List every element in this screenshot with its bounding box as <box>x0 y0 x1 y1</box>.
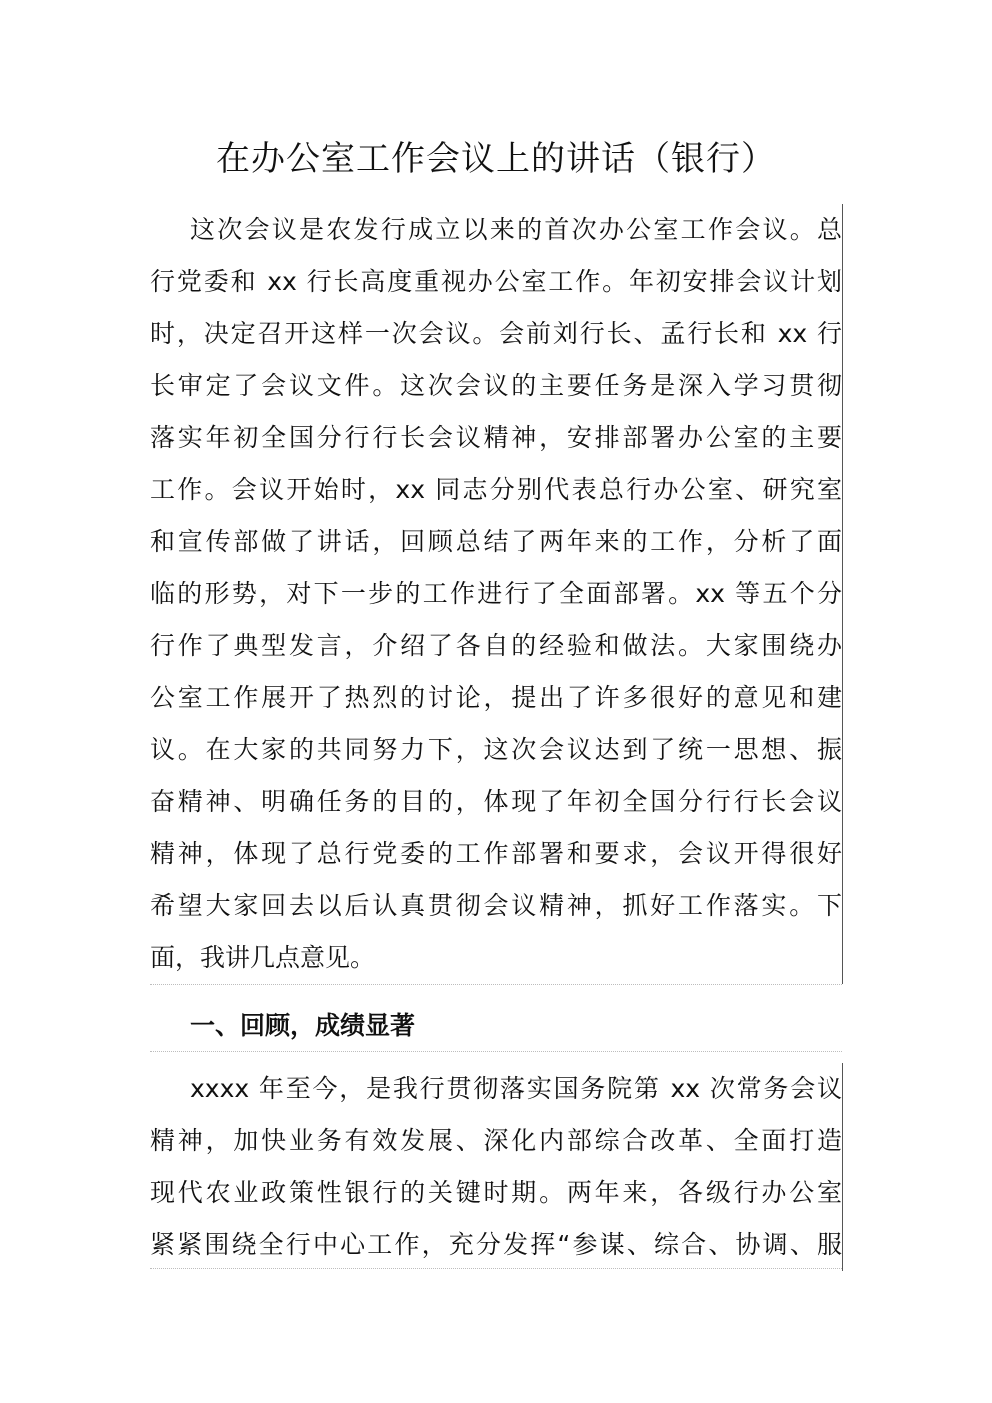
paragraph-line: xxxx 年至今，是我行贯彻落实国务院第 xx 次常务会议 <box>190 1074 842 1103</box>
paragraph-line: 奋精神、明确任务的目的，体现了年初全国分行行长会议 <box>150 787 842 816</box>
section-heading: 一、回顾，成绩显著 <box>190 1011 416 1040</box>
paragraph-line: 落实年初全国分行行长会议精神，安排部署办公室的主要 <box>150 423 842 452</box>
paragraph-line: 临的形势，对下一步的工作进行了全面部署。xx 等五个分 <box>150 579 842 608</box>
paragraph-line: 这次会议是农发行成立以来的首次办公室工作会议。总 <box>190 215 842 244</box>
paragraph-line: 精神，体现了总行党委的工作部署和要求，会议开得很好 <box>150 839 842 868</box>
paragraph-line: 现代农业政策性银行的关键时期。两年来，各级行办公室 <box>150 1178 842 1207</box>
paragraph-line: 工作。会议开始时，xx 同志分别代表总行办公室、研究室 <box>150 475 842 504</box>
section-divider <box>150 1051 842 1052</box>
section-divider <box>150 984 842 985</box>
paragraph-line: 时，决定召开这样一次会议。会前刘行长、孟行长和 xx 行 <box>150 319 842 348</box>
paragraph-line: 和宣传部做了讲话，回顾总结了两年来的工作，分析了面 <box>150 527 842 556</box>
paragraph-opening <box>150 204 843 984</box>
paragraph-line: 紧紧围绕全行中心工作，充分发挥“参谋、综合、协调、服 <box>150 1230 842 1259</box>
page-bottom-divider <box>150 1268 842 1269</box>
paragraph-line: 面，我讲几点意见。 <box>150 943 376 972</box>
paragraph-line: 行党委和 xx 行长高度重视办公室工作。年初安排会议计划 <box>150 267 842 296</box>
paragraph-line: 公室工作展开了热烈的讨论，提出了许多很好的意见和建 <box>150 683 842 712</box>
paragraph-line: 长审定了会议文件。这次会议的主要任务是深入学习贯彻 <box>150 371 842 400</box>
paragraph-line: 希望大家回去以后认真贯彻会议精神，抓好工作落实。下 <box>150 891 842 920</box>
paragraph-line: 议。在大家的共同努力下，这次会议达到了统一思想、振 <box>150 735 842 764</box>
paragraph-line: 行作了典型发言，介绍了各自的经验和做法。大家围绕办 <box>150 631 842 660</box>
document-title: 在办公室工作会议上的讲话（银行） <box>216 139 776 179</box>
paragraph-review <box>150 1063 843 1271</box>
paragraph-line: 精神，加快业务有效发展、深化内部综合改革、全面打造 <box>150 1126 842 1155</box>
